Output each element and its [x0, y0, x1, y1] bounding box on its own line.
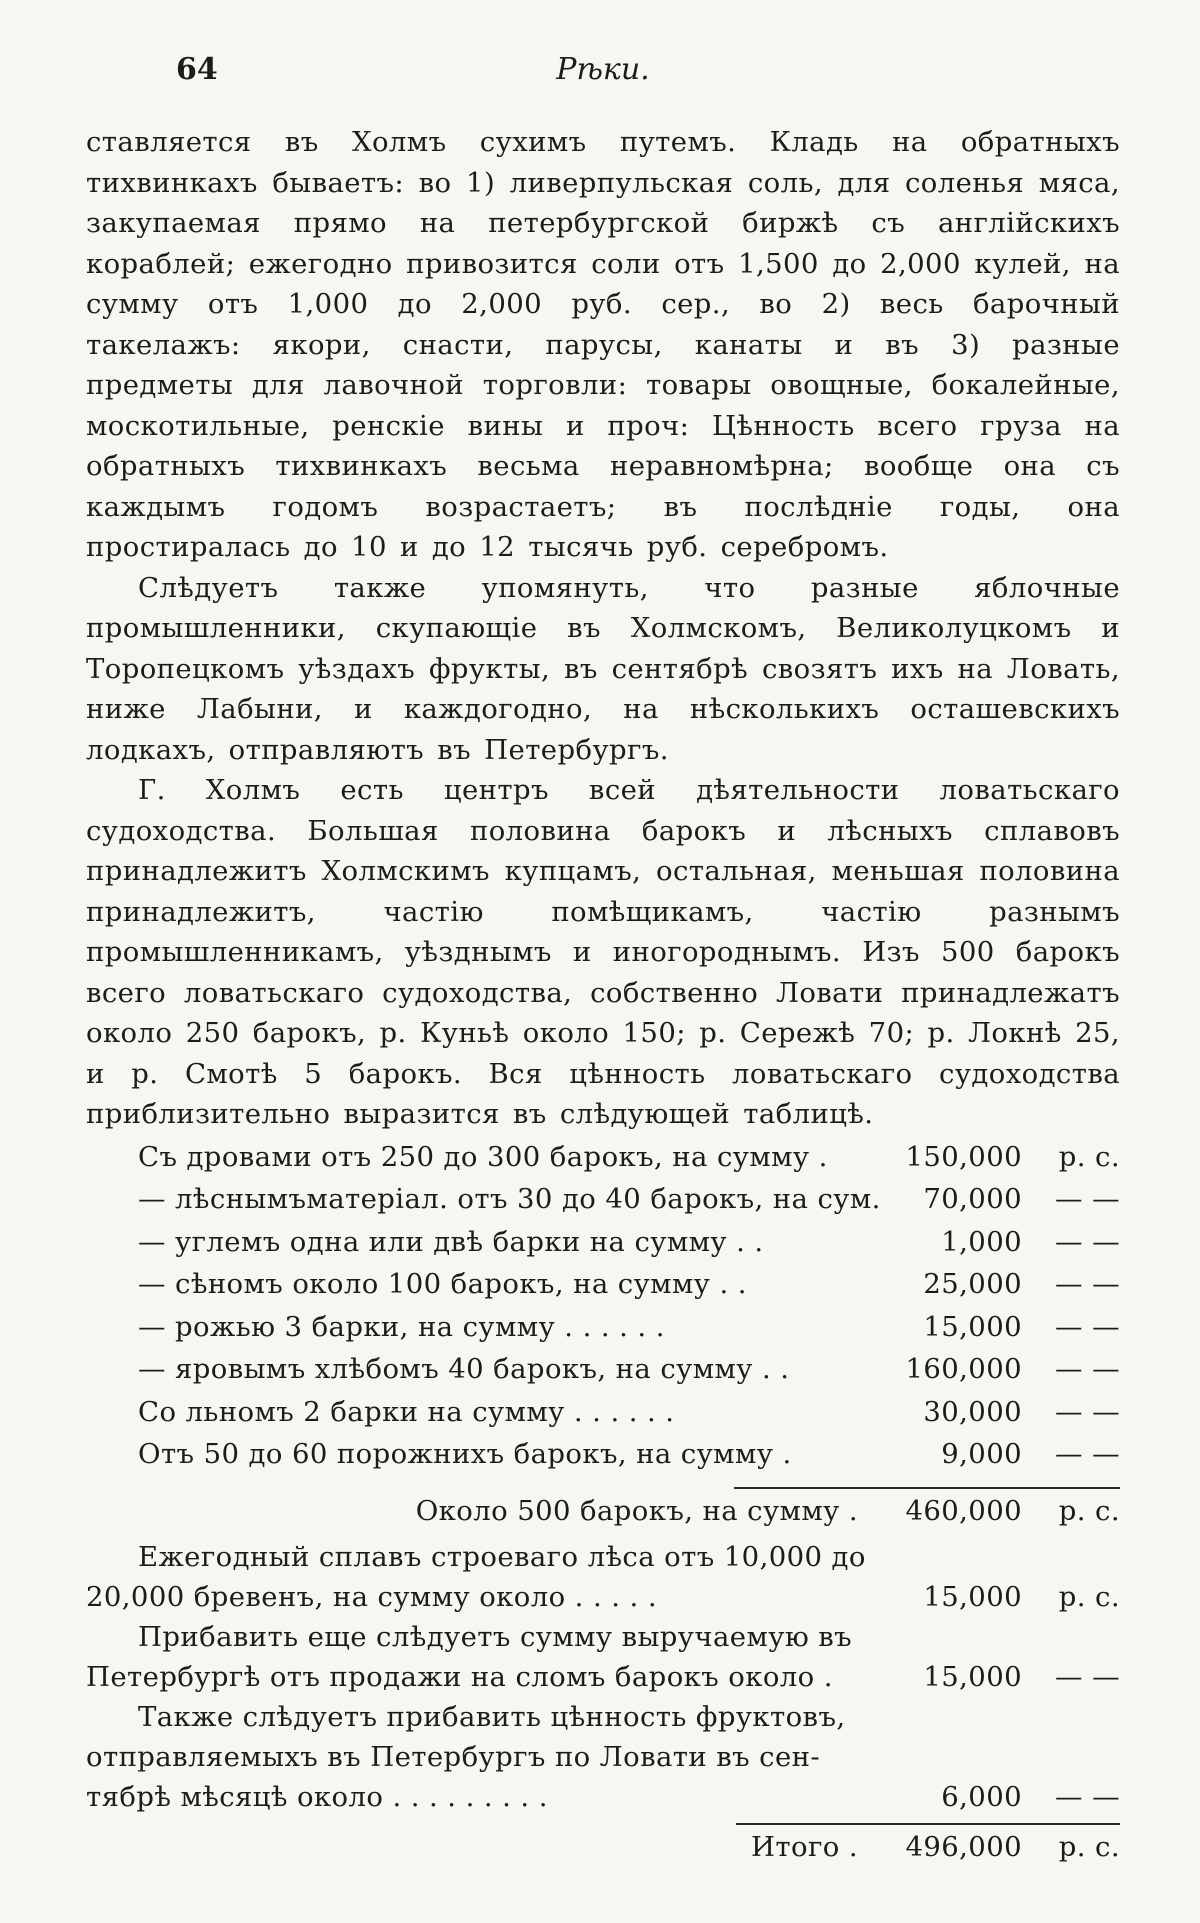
fruit-line-3: тябрѣ мѣсяцѣ около . . . . . . . . .: [86, 1781, 548, 1813]
subtotal-unit: р. с.: [1058, 1494, 1120, 1527]
sale-line-2: Петербургѣ отъ продажи на сломъ барокъ около .: [86, 1661, 833, 1693]
total-row: [86, 1831, 1120, 1877]
row-amount: 9,000: [941, 1438, 1022, 1470]
row-description: — углемъ одна или двѣ барки на сумму . .: [138, 1225, 764, 1258]
table-row: [86, 1438, 1120, 1481]
table-row: [86, 1141, 1120, 1184]
row-description: — яровымъ хлѣбомъ 40 барокъ, на сумму . .: [138, 1353, 790, 1385]
row-unit: — —: [1055, 1183, 1120, 1215]
total-description: Итого .: [751, 1831, 858, 1863]
page-header: [86, 0, 1120, 87]
row-amount: 25,000: [923, 1268, 1022, 1300]
row-unit: — —: [1055, 1225, 1120, 1258]
subtotal-amount: 460,000: [905, 1494, 1022, 1527]
table-row: [86, 1396, 1120, 1439]
fruit-row: [86, 1697, 1120, 1817]
timber-description: [86, 1537, 892, 1617]
paragraph-1: ставляется въ Холмъ сухимъ путемъ. Кладь на обратныхъ тихвинкахъ бываетъ: во 1) ливерпульская соль, для соленья мяса, закупаемая прямо на петербургской биржѣ съ англійскихъ кораблей; ежегодно привозится соли отъ 1,500 до 2,000 кулей, на сумму отъ 1,000 до 2,000 руб. сер., во 2) весь барочный такелажъ: якори, снасти, парусы, канаты и въ 3) разные предметы для лавочной торговли: товары овощные, бокалейные, москотильные, ренскіе вины и проч: Цѣнность всего груза на обратныхъ тихвинкахъ весьма неравномѣрна; вообще она съ каждымъ годомъ возрастаетъ; въ послѣдніе годы, она простиралась до 10 и до 12 тысячь руб. серебромъ.: [86, 126, 1120, 563]
subtotal-row: [86, 1495, 1120, 1538]
table-row: [86, 1226, 1120, 1269]
row-unit: — —: [1055, 1353, 1120, 1385]
paragraph-2: Слѣдуетъ также упомянуть, что разные яблочные промышленники, скупающіе въ Холмскомъ, Великолуцкомъ и Торопецкомъ уѣздахъ фрукты, въ сентябрѣ свозятъ ихъ на Ловать, ниже Лабыни, и каждогодно, на нѣсколькихъ осташевскихъ лодкахъ, отправляютъ въ Петербургъ.: [86, 571, 1120, 766]
row-amount: 1,000: [941, 1225, 1022, 1258]
table-row: [86, 1353, 1120, 1396]
fruit-description: [86, 1697, 892, 1817]
timber-line-2: 20,000 бревенъ, на сумму около . . . . .: [86, 1581, 657, 1613]
sale-amount: 15,000: [923, 1661, 1022, 1693]
timber-amount: 15,000: [923, 1581, 1022, 1613]
row-amount: 70,000: [923, 1183, 1022, 1215]
table-row: [86, 1183, 1120, 1226]
row-unit: р. с.: [1058, 1140, 1120, 1173]
row-amount: 160,000: [905, 1353, 1022, 1385]
fruit-line-1: Также слѣдуетъ прибавить цѣнность фруктовъ,: [138, 1701, 846, 1733]
table-row: [86, 1268, 1120, 1311]
sale-unit: — —: [1055, 1661, 1120, 1693]
timber-line-1: Ежегодный сплавъ строеваго лѣса отъ 10,000 до: [138, 1541, 866, 1573]
row-unit: — —: [1055, 1438, 1120, 1470]
row-amount: 30,000: [923, 1395, 1022, 1428]
sale-description: [86, 1617, 892, 1697]
row-unit: — —: [1055, 1310, 1120, 1343]
row-unit: — —: [1055, 1395, 1120, 1428]
row-description: Со льномъ 2 барки на сумму . . . . . .: [138, 1395, 675, 1428]
value-table: [86, 1141, 1120, 1878]
page-number: 64: [176, 52, 218, 87]
subtotal-description: Около 500 барокъ, на сумму .: [415, 1494, 858, 1527]
sale-line-1: Прибавить еще слѣдуетъ сумму выручаемую въ: [138, 1621, 853, 1653]
row-amount: 15,000: [923, 1310, 1022, 1343]
total-unit: р. с.: [1058, 1831, 1120, 1863]
fruit-unit: — —: [1055, 1781, 1120, 1813]
row-amount: 150,000: [905, 1140, 1022, 1173]
paragraph-3: Г. Холмъ есть центръ всей дѣятельности ловатьскаго судоходства. Большая половина барокъ и лѣсныхъ сплавовъ принадлежитъ Холмскимъ купцамъ, остальная, меньшая половина принадлежитъ, частію помѣщикамъ, частію разнымъ промышленникамъ, уѣзднымъ и иногороднымъ. Изъ 500 барокъ всего ловатьскаго судоходства, собственно Ловати принадлежатъ около 250 барокъ, р. Куньѣ около 150; р. Сережѣ 70; р. Локнѣ 25, и р. Смотѣ 5 барокъ. Вся цѣнность ловатьскаго судоходства приблизительно выразится въ слѣдующей таблицѣ.: [86, 774, 1120, 1130]
table-row: [86, 1311, 1120, 1354]
row-description: — сѣномъ около 100 барокъ, на сумму . .: [138, 1268, 747, 1300]
row-unit: — —: [1055, 1268, 1120, 1300]
body-text: [86, 122, 1120, 1135]
fruit-line-2: отправляемыхъ въ Петербургъ по Ловати въ сен-: [86, 1741, 821, 1773]
row-description: Съ дровами отъ 250 до 300 барокъ, на сумму .: [138, 1140, 828, 1173]
timber-row: [86, 1537, 1120, 1617]
timber-unit: р. с.: [1058, 1581, 1120, 1613]
subtotal-rule: [734, 1487, 1120, 1489]
sale-row: [86, 1617, 1120, 1697]
total-rule: [736, 1823, 1120, 1825]
row-description: — рожью 3 барки, на сумму . . . . . .: [138, 1310, 665, 1343]
row-description: — лѣснымъматеріал. отъ 30 до 40 барокъ, на сум.: [138, 1183, 881, 1215]
total-amount: 496,000: [905, 1831, 1022, 1863]
fruit-amount: 6,000: [941, 1781, 1022, 1813]
running-head: Рѣки.: [556, 52, 650, 87]
row-description: Отъ 50 до 60 порожнихъ барокъ, на сумму .: [138, 1438, 792, 1470]
